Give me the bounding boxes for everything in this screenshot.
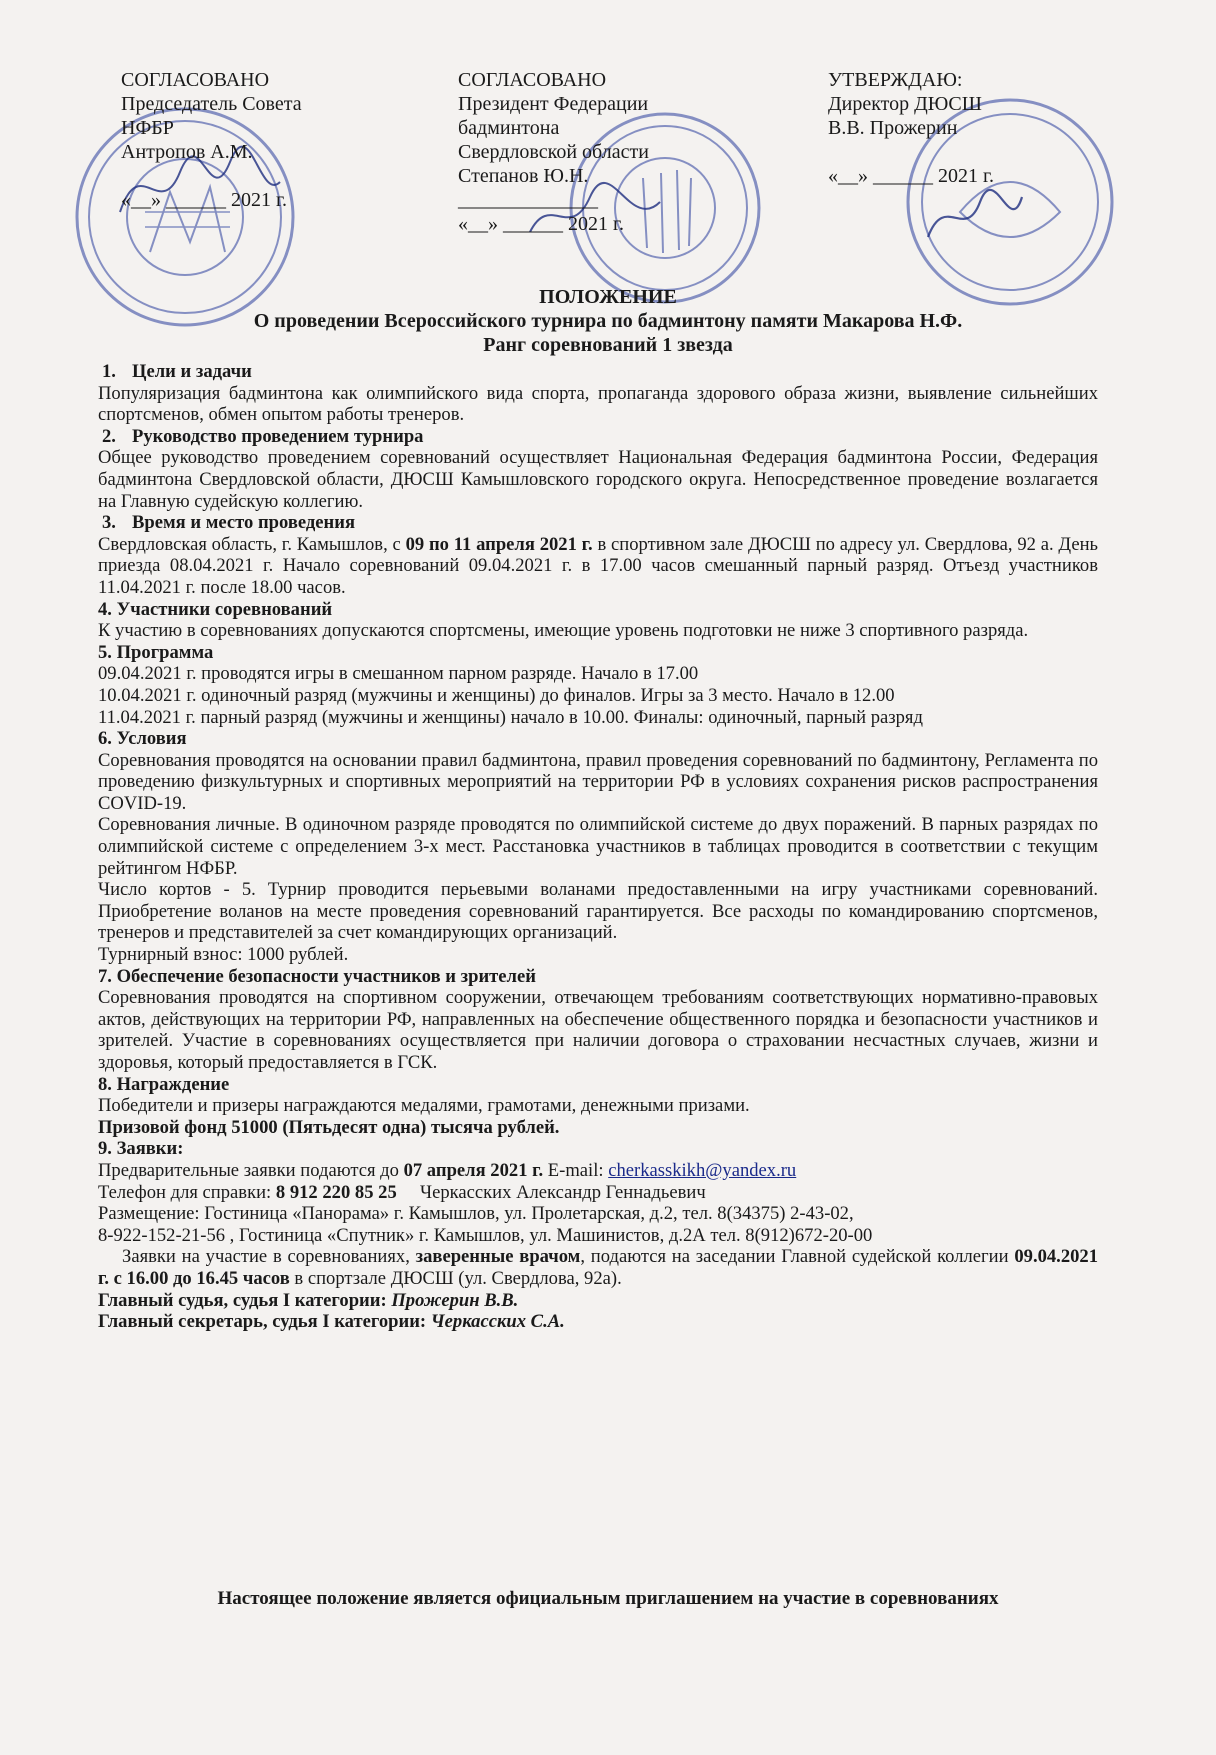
text-bold: 09.04.2021 г. с 16.00 до 16.45 часов <box>98 1246 1099 1289</box>
approval-line: Директор ДЮСШ <box>828 93 982 115</box>
section-heading: 4. Участники соревнований <box>98 598 333 620</box>
text-bold: 09 по 11 апреля 2021 г. <box>405 533 593 555</box>
approval-line: бадминтона <box>458 117 560 139</box>
program-line: 10.04.2021 г. одиночный разряд (мужчины и женщины) до финалов. Игры за 3 место. Начало в 12.00 <box>98 684 895 706</box>
text-run: Главный секретарь, судья I категории: <box>98 1311 431 1333</box>
approval-director <box>828 68 1078 188</box>
text-bold: 07 апреля 2021 г. <box>403 1159 544 1181</box>
section-number: 3. <box>102 512 116 534</box>
section-heading <box>98 426 1098 448</box>
approval-line: СОГЛАСОВАНО <box>458 69 607 91</box>
text-italic: Черкасских С.А. <box>430 1311 565 1333</box>
section-text: Популяризация бадминтона как олимпийского вида спорта, пропаганда здорового образа жизни, выявление сильнейших спортсменов, обмен опытом работы тренеров. <box>98 382 1098 426</box>
text-run: Заявки на участие в соревнованиях, <box>122 1246 416 1268</box>
section-heading: 6. Условия <box>98 728 187 750</box>
document-title <box>0 285 1216 357</box>
title-main: ПОЛОЖЕНИЕ <box>539 286 677 308</box>
approval-date: «__» ______ 2021 г. <box>458 213 624 235</box>
section-heading: 5. Программа <box>98 641 214 663</box>
section-text: Победители и призеры награждаются медалями, грамотами, денежными призами. <box>98 1095 750 1117</box>
approval-federation <box>458 68 698 236</box>
text-bold: заверенные врачом <box>415 1246 581 1268</box>
text-run: E-mail: <box>543 1159 609 1181</box>
approval-line: СОГЛАСОВАНО <box>121 69 270 91</box>
approval-line: Степанов Ю.Н. <box>458 165 589 187</box>
text-run: , подаются на заседании Главной судейской коллегии <box>580 1246 1015 1268</box>
approval-nfbr <box>121 68 361 212</box>
section-text: Соревнования личные. В одиночном разряде проводятся по олимпийской системе до двух поражений. В парных разрядах по олимпийской системе с определением 3-х мест. Расстановка участников в таблицах проводится в соответствии с текущим рейтингом НФБР. <box>98 814 1098 879</box>
email-link[interactable]: cherkasskikh@yandex.ru <box>608 1159 797 1181</box>
text-run: в спортзале ДЮСШ (ул. Свердлова, 92а). <box>289 1267 622 1289</box>
approval-line: В.В. Прожерин <box>828 117 958 139</box>
text-run: в спортивном зале ДЮСШ по адресу ул. Свердлова, 92 а. День приезда 08.04.2021 г. Начало соревнований 09.04.2021 г. в 17.00 часов смешанный парный разряд. Отъезд участников 11.04.2021 г. после 18.00 часов. <box>98 533 1098 598</box>
section-text <box>98 534 1098 599</box>
section-text <box>98 1182 1098 1204</box>
section-text: Соревнования проводятся на спортивном сооружении, отвечающем требованиям соответствующих нормативно-правовых актов, действующих на территории РФ, направленных на обеспечение общественного порядка и безопасности участников и зрителей. Участие в соревнованиях осуществляется при наличии договора о страховании несчастных случаев, жизни и здоровья, который предоставляется в ГСК. <box>98 987 1098 1073</box>
approval-header <box>0 62 1216 312</box>
text-run: Главный судья, судья I категории: <box>98 1289 392 1311</box>
section-text: Общее руководство проведением соревнований осуществляет Национальная Федерация бадминтона России, Федерация бадминтона Свердловской области, ДЮСШ Камышловского городского округа. Непосредственное проведение возлагается на Главную судейскую коллегию. <box>98 447 1098 512</box>
section-title: Руководство проведением турнира <box>132 425 424 447</box>
prize-fund: Призовой фонд 51000 (Пятьдесят одна) тысяча рублей. <box>98 1116 560 1138</box>
signature-prozherin <box>920 182 1030 252</box>
approval-line: Председатель Совета <box>121 93 302 115</box>
section-title: Время и место проведения <box>132 512 356 534</box>
title-rank: Ранг соревнований 1 звезда <box>483 334 733 356</box>
approval-line: УТВЕРЖДАЮ: <box>828 69 963 91</box>
chief-secretary <box>98 1311 1098 1333</box>
approval-line: Антропов А.М. <box>121 141 253 163</box>
lodging-line: Размещение: Гостиница «Панорама» г. Камышлов, ул. Пролетарская, д.2, тел. 8(34375) 2-43-02, <box>98 1203 854 1225</box>
section-text: Соревнования проводятся на основании правил бадминтона, правил проведения соревнований по бадминтону, Регламента по проведению физкультурных и спортивных мероприятий на территории РФ в условиях сохранения рисков распространения COVID-19. <box>98 749 1098 814</box>
section-heading: 8. Награждение <box>98 1073 230 1095</box>
text-run: Черкасских Александр Геннадьевич <box>396 1181 706 1203</box>
section-text: К участию в соревнованиях допускаются спортсмены, имеющие уровень подготовки не ниже 3 спортивного разряда. <box>98 620 1029 642</box>
section-text: Турнирный взнос: 1000 рублей. <box>98 944 349 966</box>
approval-line: НФБР <box>121 117 174 139</box>
approval-line: ______________ <box>458 189 598 211</box>
approval-line: Свердловской области <box>458 141 649 163</box>
section-text <box>98 1246 1098 1289</box>
text-run: Свердловская область, г. Камышлов, с <box>98 533 406 555</box>
section-title: Цели и задачи <box>132 361 252 382</box>
section-number: 1. <box>102 361 116 382</box>
text-run: Предварительные заявки подаются до <box>98 1159 404 1181</box>
approval-line: Президент Федерации <box>458 93 649 115</box>
section-number: 2. <box>102 425 116 447</box>
section-text <box>98 1160 1098 1182</box>
document-body <box>98 361 1098 1333</box>
section-heading: 7. Обеспечение безопасности участников и зрителей <box>98 965 536 987</box>
footer-note: Настоящее положение является официальным приглашением на участие в соревнованиях <box>217 1588 999 1609</box>
approval-date: «__» ______ 2021 г. <box>828 165 994 187</box>
program-line: 11.04.2021 г. парный разряд (мужчины и женщины) начало в 10.00. Финалы: одиночный, парный разряд <box>98 706 923 728</box>
program-line: 09.04.2021 г. проводятся игры в смешанном парном разряде. Начало в 17.00 <box>98 663 699 685</box>
section-text: Число кортов - 5. Турнир проводится перьевыми воланами предоставленными на игру участниками соревнований. Приобретение воланов на месте проведения соревнований гарантируется. Все расходы по командированию спортсменов, тренеров и представителей за счет командирующих организаций. <box>98 879 1098 944</box>
title-sub: О проведении Всероссийского турнира по бадминтону памяти Макарова Н.Ф. <box>253 310 963 332</box>
chief-judge <box>98 1290 1098 1312</box>
section-heading <box>98 512 1098 534</box>
section-heading: 9. Заявки: <box>98 1138 184 1160</box>
approval-date: «__» ______ 2021 г. <box>121 189 287 211</box>
text-italic: Прожерин В.В. <box>391 1289 519 1311</box>
section-heading <box>98 361 1098 383</box>
lodging-line: 8-922-152-21-56 , Гостиница «Спутник» г. Камышлов, ул. Машинистов, д.2А тел. 8(912)672-20-00 <box>98 1224 873 1246</box>
text-run: Телефон для справки: <box>98 1181 276 1203</box>
phone-number: 8 912 220 85 25 <box>275 1181 397 1203</box>
